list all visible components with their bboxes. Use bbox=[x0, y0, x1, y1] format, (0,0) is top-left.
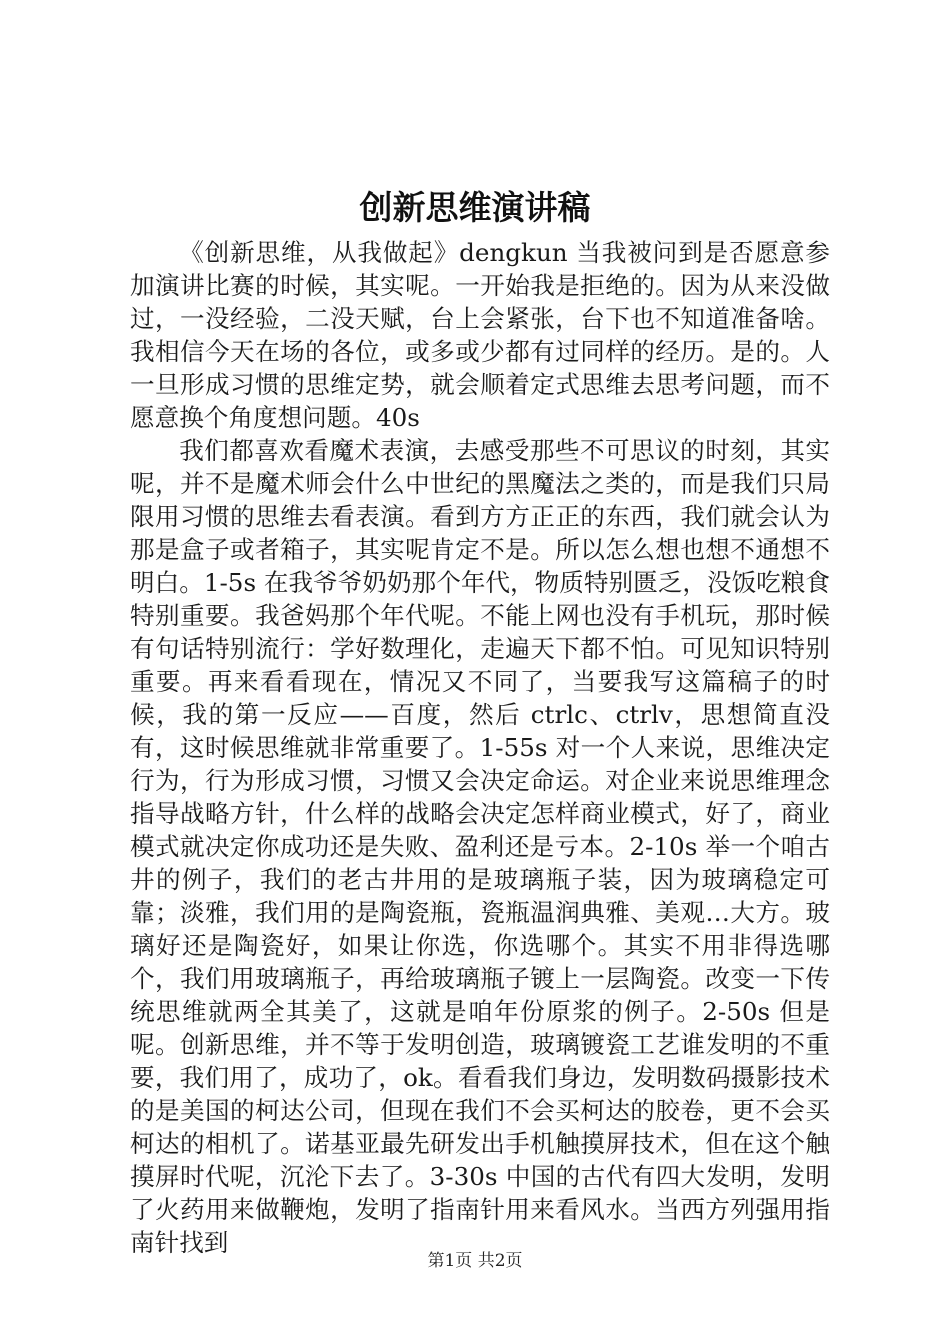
paragraph-2: 我们都喜欢看魔术表演，去感受那些不可思议的时刻，其实呢，并不是魔术师会什么中世纪的黑魔法之类的，而是我们只局限用习惯的思维去看表演。看到方方正正的东西，我们就会认为那是盒子或者箱子，其实呢肯定不是。所以怎么想也想不通想不明白。1-5s 在我爷爷奶奶那个年代，物质特别匮乏，没饭吃粮食特别重要。我爸妈那个年代呢。不能上网也没有手机玩，那时候有句话特别流行：学好数理化，走遍天下都不怕。可见知识特别重要。再来看看现在，情况又不同了，当要我写这篇稿子的时候，我的第一反应——百度，然后 ctrlc、ctrlv，思想简直没有，这时候思维就非常重要了。1-55s 对一个人来说，思维决定行为，行为形成习惯，习惯又会决定命运。对企业来说思维理念指导战略方针，什么样的战略会决定怎样商业模式，好了，商业模式就决定你成功还是失败、盈利还是亏本。2-10s 举一个咱古井的例子，我们的老古井用的是玻璃瓶子装，因为玻璃稳定可靠；淡雅，我们用的是陶瓷瓶，瓷瓶温润典雅、美观…大方。玻璃好还是陶瓷好，如果让你选，你选哪个。其实不用非得选哪个，我们用玻璃瓶子，再给玻璃瓶子镀上一层陶瓷。改变一下传统思维就两全其美了，这就是咱年份原浆的例子。2-50s 但是呢。创新思维，并不等于发明创造，玻璃镀瓷工艺谁发明的不重要，我们用了，成功了，ok。看看我们身边，发明数码摄影技术的是美国的柯达公司，但现在我们不会买柯达的胶卷，更不会买柯达的相机了。诺基亚最先研发出手机触摸屏技术，但在这个触摸屏时代呢，沉沦下去了。3-30s 中国的古代有四大发明，发明了火药用来做鞭炮，发明了指南针用来看风水。当西方列强用指南针找到 bbox=[130, 436, 830, 1257]
document-body bbox=[130, 236, 830, 1259]
document-title: 创新思维演讲稿 bbox=[359, 188, 591, 227]
page-footer: 第1页 共2页 bbox=[427, 1251, 523, 1271]
paragraph-1: 《创新思维，从我做起》dengkun 当我被问到是否愿意参加演讲比赛的时候，其实呢。一开始我是拒绝的。因为从来没做过，一没经验，二没天赋，台上会紧张，台下也不知道准备啥。我相信今天在场的各位，或多或少都有过同样的经历。是的。人一旦形成习惯的思维定势，就会顺着定式思维去思考问题，而不愿意换个角度想问题。40s bbox=[130, 238, 830, 432]
